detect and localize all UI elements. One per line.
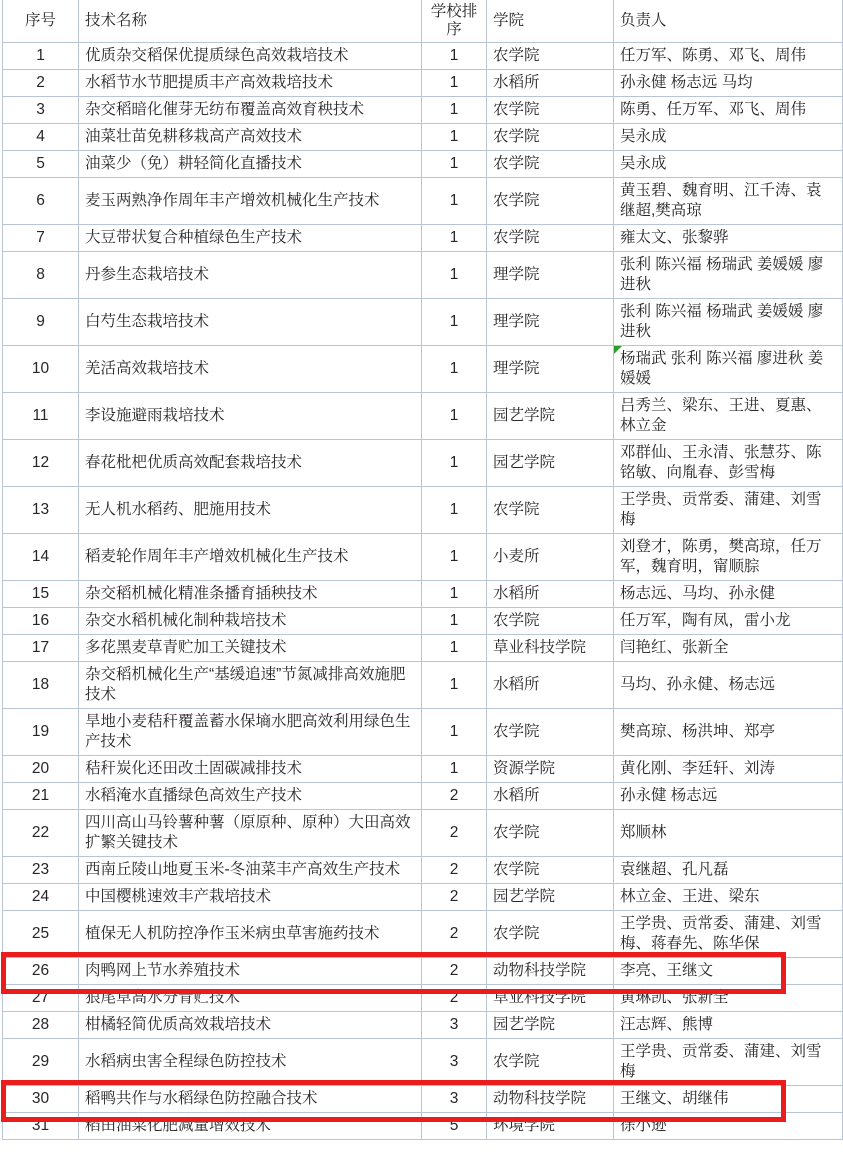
cell-rank[interactable]: 1 [422,346,487,393]
cell-leaders[interactable]: 孙永健 杨志远 马均 [614,70,843,97]
cell-college[interactable]: 水稻所 [487,581,614,608]
cell-college[interactable]: 农学院 [487,97,614,124]
cell-name[interactable]: 麦玉两熟净作周年丰产增效机械化生产技术 [79,178,422,225]
cell-college[interactable]: 农学院 [487,124,614,151]
cell-college[interactable]: 草业科技学院 [487,635,614,662]
cell-name[interactable]: 旱地小麦秸秆覆盖蓄水保墒水肥高效利用绿色生产技术 [79,709,422,756]
cell-no[interactable]: 2 [3,70,79,97]
cell-rank[interactable]: 1 [422,635,487,662]
cell-leaders[interactable]: 郑顺林 [614,810,843,857]
cell-college[interactable]: 农学院 [487,487,614,534]
cell-no[interactable]: 14 [3,534,79,581]
cell-rank[interactable]: 1 [422,151,487,178]
cell-name[interactable]: 中国樱桃速效丰产栽培技术 [79,884,422,911]
column-header-name[interactable]: 技术名称 [79,0,422,43]
cell-name[interactable]: 稻麦轮作周年丰产增效机械化生产技术 [79,534,422,581]
table-row [3,1012,843,1039]
cell-leaders[interactable]: 王继文、胡继伟 [614,1086,843,1113]
cell-rank[interactable]: 3 [422,1039,487,1086]
cell-college[interactable]: 理学院 [487,252,614,299]
cell-name[interactable]: 水稻病虫害全程绿色防控技术 [79,1039,422,1086]
cell-college[interactable]: 农学院 [487,151,614,178]
cell-college[interactable]: 农学院 [487,709,614,756]
cell-leaders[interactable]: 雍太文、张黎骅 [614,225,843,252]
cell-college[interactable]: 草业科技学院 [487,985,614,1012]
cell-rank[interactable]: 2 [422,857,487,884]
cell-name[interactable]: 秸秆炭化还田改土固碳减排技术 [79,756,422,783]
cell-leaders[interactable]: 汪志辉、熊博 [614,1012,843,1039]
cell-leaders[interactable]: 孙永健 杨志远 [614,783,843,810]
table-row [3,985,843,1012]
cell-leaders[interactable]: 黄玉碧、魏育明、江千涛、袁继超,樊高琼 [614,178,843,225]
table-row [3,440,843,487]
cell-leaders[interactable]: 王学贵、贡常委、蒲建、刘雪梅 [614,1039,843,1086]
cell-leaders[interactable]: 邓群仙、王永清、张慧芬、陈铭敏、向胤春、彭雪梅 [614,440,843,487]
table-row [3,709,843,756]
cell-leaders[interactable]: 陈勇、任万军、邓飞、周伟 [614,97,843,124]
cell-no[interactable]: 31 [3,1113,79,1140]
cell-no[interactable]: 25 [3,911,79,958]
table-row [3,608,843,635]
cell-leaders[interactable]: 王学贵、贡常委、蒲建、刘雪梅 [614,487,843,534]
cell-name[interactable]: 稻鸭共作与水稻绿色防控融合技术 [79,1086,422,1113]
table-row [3,487,843,534]
cell-no[interactable]: 15 [3,581,79,608]
cell-college[interactable]: 理学院 [487,299,614,346]
cell-name[interactable]: 四川高山马铃薯种薯（原原种、原种）大田高效扩繁关键技术 [79,810,422,857]
cell-name[interactable]: 水稻节水节肥提质丰产高效栽培技术 [79,70,422,97]
cell-rank[interactable]: 1 [422,487,487,534]
cell-name[interactable]: 丹参生态栽培技术 [79,252,422,299]
cell-rank[interactable]: 3 [422,1012,487,1039]
cell-name[interactable]: 油菜壮苗免耕移栽高产高效技术 [79,124,422,151]
cell-rank[interactable]: 1 [422,662,487,709]
cell-name[interactable]: 西南丘陵山地夏玉米-冬油菜丰产高效生产技术 [79,857,422,884]
cell-college[interactable]: 农学院 [487,1039,614,1086]
cell-rank[interactable]: 1 [422,252,487,299]
cell-rank[interactable]: 1 [422,393,487,440]
cell-leaders[interactable]: 马均、孙永健、杨志远 [614,662,843,709]
cell-rank[interactable]: 1 [422,124,487,151]
table-row [3,911,843,958]
table-row [3,70,843,97]
cell-name[interactable]: 柑橘轻简优质高效栽培技术 [79,1012,422,1039]
cell-no[interactable]: 5 [3,151,79,178]
cell-rank[interactable]: 1 [422,440,487,487]
table-row [3,756,843,783]
cell-name[interactable]: 李设施避雨栽培技术 [79,393,422,440]
table-row [3,884,843,911]
cell-leaders[interactable]: 张利 陈兴福 杨瑞武 姜媛媛 廖进秋 [614,299,843,346]
cell-rank[interactable]: 1 [422,299,487,346]
cell-leaders[interactable]: 黄琳凯、张新全 [614,985,843,1012]
cell-rank[interactable]: 2 [422,884,487,911]
cell-name[interactable]: 春花枇杷优质高效配套栽培技术 [79,440,422,487]
cell-error-marker-icon [614,346,622,354]
cell-rank[interactable]: 2 [422,985,487,1012]
table-row [3,299,843,346]
cell-name[interactable]: 白芍生态栽培技术 [79,299,422,346]
table-row [3,252,843,299]
cell-rank[interactable]: 1 [422,709,487,756]
cell-rank[interactable]: 2 [422,810,487,857]
cell-leaders[interactable]: 吕秀兰、梁东、王进、夏惠、林立金 [614,393,843,440]
cell-college[interactable]: 理学院 [487,346,614,393]
cell-no[interactable]: 23 [3,857,79,884]
cell-name[interactable]: 水稻淹水直播绿色高效生产技术 [79,783,422,810]
table-row [3,124,843,151]
cell-name[interactable]: 稻田油菜化肥减量增效技术 [79,1113,422,1140]
cell-no[interactable]: 28 [3,1012,79,1039]
table-row [3,225,843,252]
cell-college[interactable]: 环境学院 [487,1113,614,1140]
cell-no[interactable]: 9 [3,299,79,346]
cell-no[interactable]: 4 [3,124,79,151]
cell-college[interactable]: 水稻所 [487,70,614,97]
cell-no[interactable]: 27 [3,985,79,1012]
table-header [3,0,843,43]
cell-leaders[interactable]: 任万军，陶有凤，雷小龙 [614,608,843,635]
cell-no[interactable]: 18 [3,662,79,709]
table-row [3,662,843,709]
cell-no[interactable]: 3 [3,97,79,124]
cell-no[interactable]: 22 [3,810,79,857]
cell-no[interactable]: 26 [3,958,79,985]
cell-college[interactable]: 水稻所 [487,662,614,709]
cell-name[interactable]: 杂交水稻机械化制种栽培技术 [79,608,422,635]
cell-college[interactable]: 农学院 [487,43,614,70]
cell-name[interactable]: 肉鸭网上节水养殖技术 [79,958,422,985]
cell-college[interactable]: 资源学院 [487,756,614,783]
cell-leaders[interactable]: 王学贵、贡常委、蒲建、刘雪梅、蒋春先、陈华保 [614,911,843,958]
column-header-no[interactable]: 序号 [3,0,79,43]
cell-leaders[interactable]: 吴永成 [614,151,843,178]
cell-no[interactable]: 30 [3,1086,79,1113]
cell-no[interactable]: 10 [3,346,79,393]
column-header-college[interactable]: 学院 [487,0,614,43]
cell-no[interactable]: 11 [3,393,79,440]
cell-leaders[interactable]: 杨志远、马均、孙永健 [614,581,843,608]
cell-no[interactable]: 6 [3,178,79,225]
cell-college[interactable]: 园艺学院 [487,1012,614,1039]
cell-college[interactable]: 园艺学院 [487,884,614,911]
table-row [3,393,843,440]
cell-leaders[interactable]: 吴永成 [614,124,843,151]
cell-no[interactable]: 19 [3,709,79,756]
cell-name[interactable]: 油菜少（免）耕轻简化直播技术 [79,151,422,178]
cell-college[interactable]: 农学院 [487,911,614,958]
cell-name[interactable]: 羌活高效栽培技术 [79,346,422,393]
cell-rank[interactable]: 1 [422,43,487,70]
cell-college[interactable]: 农学院 [487,857,614,884]
cell-rank[interactable]: 1 [422,608,487,635]
cell-name[interactable]: 狼尾草高水分青贮技术 [79,985,422,1012]
table-row [3,151,843,178]
cell-no[interactable]: 16 [3,608,79,635]
cell-college[interactable]: 园艺学院 [487,440,614,487]
cell-rank[interactable]: 1 [422,97,487,124]
cell-leaders[interactable]: 张利 陈兴福 杨瑞武 姜媛媛 廖进秋 [614,252,843,299]
cell-no[interactable]: 17 [3,635,79,662]
cell-leaders[interactable]: 徐小逊 [614,1113,843,1140]
table-row [3,783,843,810]
cell-rank[interactable]: 1 [422,70,487,97]
table-row [3,857,843,884]
cell-no[interactable]: 20 [3,756,79,783]
cell-rank[interactable]: 1 [422,534,487,581]
table-row [3,581,843,608]
cell-name[interactable]: 优质杂交稻保优提质绿色高效栽培技术 [79,43,422,70]
cell-college[interactable]: 小麦所 [487,534,614,581]
cell-rank[interactable]: 1 [422,581,487,608]
cell-college[interactable]: 园艺学院 [487,393,614,440]
column-header-leaders[interactable]: 负责人 [614,0,843,43]
cell-name[interactable]: 无人机水稻药、肥施用技术 [79,487,422,534]
cell-name[interactable]: 杂交稻机械化精准条播育插秧技术 [79,581,422,608]
cell-leaders[interactable]: 闫艳红、张新全 [614,635,843,662]
cell-leaders[interactable]: 任万军、陈勇、邓飞、周伟 [614,43,843,70]
cell-rank[interactable]: 2 [422,911,487,958]
cell-no[interactable]: 21 [3,783,79,810]
table-row [3,97,843,124]
tech-table [2,0,843,1140]
table-row [3,178,843,225]
cell-leaders[interactable]: 刘登才，陈勇，樊高琼，任万军，魏育明，甯顺腙 [614,534,843,581]
cell-rank[interactable]: 2 [422,783,487,810]
table-row [3,1039,843,1086]
cell-college[interactable]: 动物科技学院 [487,958,614,985]
cell-leaders[interactable]: 林立金、王进、梁东 [614,884,843,911]
column-header-rank[interactable]: 学校排序 [422,0,487,43]
cell-name[interactable]: 植保无人机防控净作玉米病虫草害施药技术 [79,911,422,958]
cell-college[interactable]: 农学院 [487,810,614,857]
table-row [3,958,843,985]
cell-rank[interactable]: 1 [422,225,487,252]
cell-no[interactable]: 1 [3,43,79,70]
table-row [3,1086,843,1113]
cell-rank[interactable]: 1 [422,178,487,225]
cell-no[interactable]: 24 [3,884,79,911]
cell-no[interactable]: 7 [3,225,79,252]
cell-college[interactable]: 动物科技学院 [487,1086,614,1113]
table-row [3,534,843,581]
cell-no[interactable]: 29 [3,1039,79,1086]
cell-rank[interactable]: 3 [422,1086,487,1113]
cell-name[interactable]: 杂交稻机械化生产“基缓追速”节氮减排高效施肥技术 [79,662,422,709]
cell-no[interactable]: 8 [3,252,79,299]
table-row [3,43,843,70]
table-row [3,810,843,857]
cell-rank[interactable]: 2 [422,958,487,985]
table-row [3,635,843,662]
cell-college[interactable]: 农学院 [487,178,614,225]
cell-no[interactable]: 13 [3,487,79,534]
cell-leaders[interactable]: 黄化刚、李廷轩、刘涛 [614,756,843,783]
table-row [3,1113,843,1140]
cell-leaders[interactable]: 杨瑞武 张利 陈兴福 廖进秋 姜媛媛 [614,346,843,393]
cell-no[interactable]: 12 [3,440,79,487]
cell-rank[interactable]: 1 [422,756,487,783]
header-row [3,0,843,43]
cell-college[interactable]: 农学院 [487,608,614,635]
cell-leaders[interactable]: 樊高琼、杨洪坤、郑亭 [614,709,843,756]
cell-leaders[interactable]: 李亮、王继文 [614,958,843,985]
cell-leaders[interactable]: 袁继超、孔凡磊 [614,857,843,884]
table-row [3,346,843,393]
cell-college[interactable]: 农学院 [487,225,614,252]
cell-name[interactable]: 多花黑麦草青贮加工关键技术 [79,635,422,662]
cell-name[interactable]: 大豆带状复合种植绿色生产技术 [79,225,422,252]
cell-college[interactable]: 水稻所 [487,783,614,810]
table-body [3,43,843,1140]
cell-name[interactable]: 杂交稻暗化催芽无纺布覆盖高效育秧技术 [79,97,422,124]
cell-rank[interactable]: 5 [422,1113,487,1140]
